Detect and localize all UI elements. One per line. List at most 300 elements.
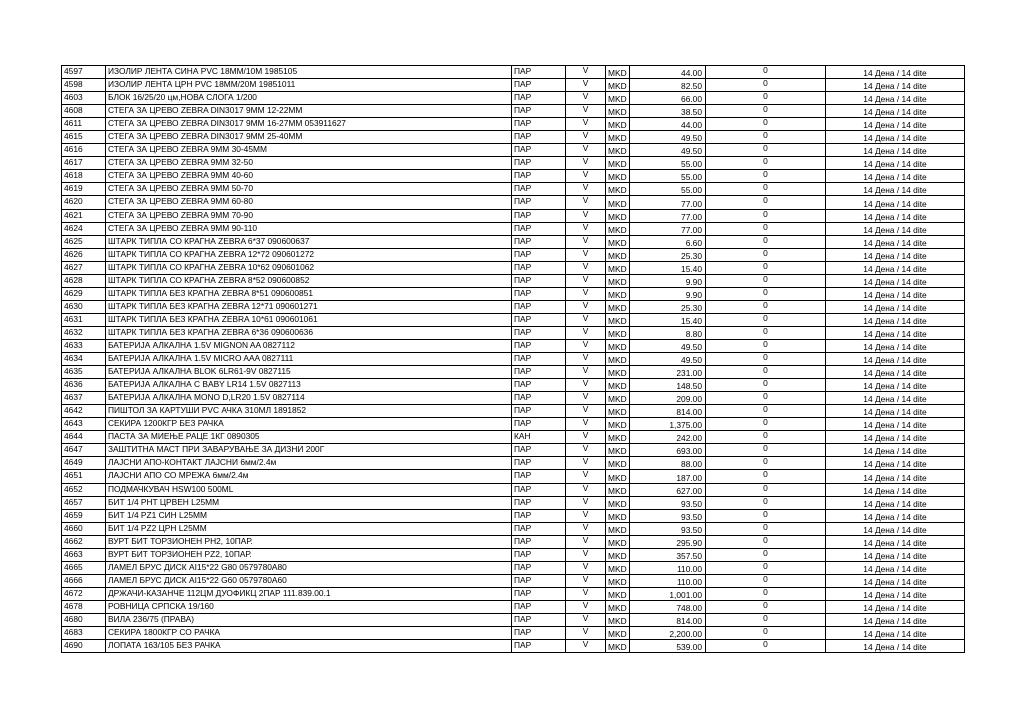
delivery-term-cell: 14 Дена / 14 dite <box>826 535 965 548</box>
delivery-term-cell: 14 Дена / 14 dite <box>826 444 965 457</box>
currency-cell: MKD <box>606 392 630 405</box>
delivery-term-cell: 14 Дена / 14 dite <box>826 66 965 79</box>
quantity-cell: 0 <box>706 170 826 183</box>
vat-flag-cell: V <box>566 105 606 118</box>
price-cell: 49.50 <box>630 353 706 366</box>
unit-cell: ПАР <box>512 131 566 144</box>
unit-cell: ПАР <box>512 353 566 366</box>
currency-cell: MKD <box>606 627 630 640</box>
quantity-cell: 0 <box>706 131 826 144</box>
unit-cell: ПАР <box>512 535 566 548</box>
table-row <box>62 66 965 79</box>
quantity-cell: 0 <box>706 535 826 548</box>
item-code-cell: 4652 <box>62 483 106 496</box>
vat-flag-cell: V <box>566 457 606 470</box>
price-cell: 93.50 <box>630 509 706 522</box>
delivery-term-cell: 14 Дена / 14 dite <box>826 105 965 118</box>
item-code-cell: 4666 <box>62 574 106 587</box>
delivery-term-cell: 14 Дена / 14 dite <box>826 418 965 431</box>
price-cell: 8.80 <box>630 326 706 339</box>
delivery-term-cell: 14 Дена / 14 dite <box>826 587 965 600</box>
currency-cell: MKD <box>606 561 630 574</box>
currency-cell: MKD <box>606 79 630 92</box>
price-cell: 814.00 <box>630 405 706 418</box>
unit-cell: ПАР <box>512 627 566 640</box>
price-cell: 38.50 <box>630 105 706 118</box>
currency-cell: MKD <box>606 170 630 183</box>
price-cell: 77.00 <box>630 209 706 222</box>
table-row <box>62 548 965 561</box>
table-row <box>62 261 965 274</box>
quantity-cell: 0 <box>706 105 826 118</box>
quantity-cell: 0 <box>706 209 826 222</box>
table-row <box>62 209 965 222</box>
unit-cell: ПАР <box>512 418 566 431</box>
vat-flag-cell: V <box>566 326 606 339</box>
table-row <box>62 326 965 339</box>
item-code-cell: 4635 <box>62 366 106 379</box>
item-name-cell: БАТЕРИЈА АЛКАЛНА 1.5V MICRO AAA 0827111 <box>106 353 512 366</box>
item-code-cell: 4624 <box>62 222 106 235</box>
table-row <box>62 131 965 144</box>
currency-cell: MKD <box>606 640 630 653</box>
item-code-cell: 4627 <box>62 261 106 274</box>
unit-cell: ПАР <box>512 326 566 339</box>
delivery-term-cell: 14 Дена / 14 dite <box>826 431 965 444</box>
quantity-cell: 0 <box>706 235 826 248</box>
price-cell: 295.90 <box>630 535 706 548</box>
currency-cell: MKD <box>606 66 630 79</box>
unit-cell: ПАР <box>512 470 566 483</box>
unit-cell: ПАР <box>512 92 566 105</box>
quantity-cell: 0 <box>706 366 826 379</box>
quantity-cell: 0 <box>706 379 826 392</box>
vat-flag-cell: V <box>566 613 606 626</box>
table-row <box>62 183 965 196</box>
quantity-cell: 0 <box>706 274 826 287</box>
delivery-term-cell: 14 Дена / 14 dite <box>826 600 965 613</box>
quantity-cell: 0 <box>706 470 826 483</box>
item-code-cell: 4642 <box>62 405 106 418</box>
currency-cell: MKD <box>606 183 630 196</box>
vat-flag-cell: V <box>566 353 606 366</box>
item-name-cell: ШТАРК ТИПЛА СО КРАГНА ZEBRA 10*62 090601062 <box>106 261 512 274</box>
quantity-cell: 0 <box>706 66 826 79</box>
item-name-cell: ЛАЈСНИ АПО СО МРЕЖА 6мм/2.4м <box>106 470 512 483</box>
table-row <box>62 339 965 352</box>
table-row <box>62 574 965 587</box>
item-name-cell: СТЕГА ЗА ЦРЕВО ZEBRA 9ММ 70-90 <box>106 209 512 222</box>
table-row <box>62 118 965 131</box>
currency-cell: MKD <box>606 235 630 248</box>
currency-cell: MKD <box>606 339 630 352</box>
item-name-cell: ЛАМЕЛ БРУС ДИСК AI15*22 G60 0579780A60 <box>106 574 512 587</box>
vat-flag-cell: V <box>566 92 606 105</box>
unit-cell: ПАР <box>512 483 566 496</box>
item-name-cell: ШТАРК ТИПЛА СО КРАГНА ZEBRA 6*37 090600637 <box>106 235 512 248</box>
item-code-cell: 4659 <box>62 509 106 522</box>
currency-cell: MKD <box>606 222 630 235</box>
quantity-cell: 0 <box>706 339 826 352</box>
unit-cell: ПАР <box>512 587 566 600</box>
currency-cell: MKD <box>606 105 630 118</box>
vat-flag-cell: V <box>566 274 606 287</box>
currency-cell: MKD <box>606 483 630 496</box>
price-cell: 44.00 <box>630 118 706 131</box>
quantity-cell: 0 <box>706 300 826 313</box>
vat-flag-cell: V <box>566 535 606 548</box>
currency-cell: MKD <box>606 405 630 418</box>
quantity-cell: 0 <box>706 444 826 457</box>
currency-cell: MKD <box>606 496 630 509</box>
vat-flag-cell: V <box>566 561 606 574</box>
quantity-cell: 0 <box>706 431 826 444</box>
item-code-cell: 4636 <box>62 379 106 392</box>
unit-cell: ПАР <box>512 600 566 613</box>
delivery-term-cell: 14 Дена / 14 dite <box>826 574 965 587</box>
unit-cell: ПАР <box>512 613 566 626</box>
table-row <box>62 170 965 183</box>
delivery-term-cell: 14 Дена / 14 dite <box>826 313 965 326</box>
currency-cell: MKD <box>606 118 630 131</box>
unit-cell: ПАР <box>512 457 566 470</box>
item-name-cell: СТЕГА ЗА ЦРЕВО ZEBRA 9ММ 40-60 <box>106 170 512 183</box>
price-cell: 110.00 <box>630 574 706 587</box>
currency-cell: MKD <box>606 600 630 613</box>
currency-cell: MKD <box>606 587 630 600</box>
price-cell: 2,200.00 <box>630 627 706 640</box>
item-code-cell: 4598 <box>62 79 106 92</box>
table-row <box>62 313 965 326</box>
item-code-cell: 4616 <box>62 144 106 157</box>
item-name-cell: ШТАРК ТИПЛА СО КРАГНА ZEBRA 8*52 090600852 <box>106 274 512 287</box>
delivery-term-cell: 14 Дена / 14 dite <box>826 548 965 561</box>
price-cell: 77.00 <box>630 196 706 209</box>
unit-cell: ПАР <box>512 640 566 653</box>
unit-cell: ПАР <box>512 235 566 248</box>
vat-flag-cell: V <box>566 118 606 131</box>
quantity-cell: 0 <box>706 326 826 339</box>
currency-cell: MKD <box>606 457 630 470</box>
vat-flag-cell: V <box>566 483 606 496</box>
quantity-cell: 0 <box>706 587 826 600</box>
table-row <box>62 366 965 379</box>
table-row <box>62 640 965 653</box>
vat-flag-cell: V <box>566 209 606 222</box>
price-cell: 627.00 <box>630 483 706 496</box>
delivery-term-cell: 14 Дена / 14 dite <box>826 339 965 352</box>
quantity-cell: 0 <box>706 574 826 587</box>
table-row <box>62 105 965 118</box>
price-cell: 357.50 <box>630 548 706 561</box>
item-code-cell: 4680 <box>62 613 106 626</box>
item-code-cell: 4597 <box>62 66 106 79</box>
quantity-cell: 0 <box>706 483 826 496</box>
unit-cell: ПАР <box>512 339 566 352</box>
item-name-cell: СТЕГА ЗА ЦРЕВО ZEBRA 9ММ 60-80 <box>106 196 512 209</box>
price-cell: 88.00 <box>630 457 706 470</box>
item-name-cell: ШТАРК ТИПЛА БЕЗ КРАГНА ZEBRA 6*36 090600636 <box>106 326 512 339</box>
item-name-cell: ШТАРК ТИПЛА БЕЗ КРАГНА ZEBRA 12*71 090601271 <box>106 300 512 313</box>
delivery-term-cell: 14 Дена / 14 dite <box>826 261 965 274</box>
table-row <box>62 196 965 209</box>
item-code-cell: 4632 <box>62 326 106 339</box>
price-cell: 25.30 <box>630 300 706 313</box>
item-name-cell: ШТАРК ТИПЛА СО КРАГНА ZEBRA 12*72 090601272 <box>106 248 512 261</box>
table-row <box>62 79 965 92</box>
item-code-cell: 4663 <box>62 548 106 561</box>
vat-flag-cell: V <box>566 405 606 418</box>
vat-flag-cell: V <box>566 196 606 209</box>
table-row <box>62 235 965 248</box>
table-row <box>62 157 965 170</box>
table-row <box>62 561 965 574</box>
delivery-term-cell: 14 Дена / 14 dite <box>826 131 965 144</box>
item-name-cell: СЕКИРА 1800КГР СО РАЧКА <box>106 627 512 640</box>
delivery-term-cell: 14 Дена / 14 dite <box>826 248 965 261</box>
currency-cell: MKD <box>606 261 630 274</box>
item-code-cell: 4603 <box>62 92 106 105</box>
price-cell: 55.00 <box>630 170 706 183</box>
price-cell: 148.50 <box>630 379 706 392</box>
delivery-term-cell: 14 Дена / 14 dite <box>826 613 965 626</box>
quantity-cell: 0 <box>706 222 826 235</box>
unit-cell: ПАР <box>512 196 566 209</box>
table-row <box>62 470 965 483</box>
unit-cell: ПАР <box>512 379 566 392</box>
vat-flag-cell: V <box>566 470 606 483</box>
delivery-term-cell: 14 Дена / 14 dite <box>826 170 965 183</box>
delivery-term-cell: 14 Дена / 14 dite <box>826 118 965 131</box>
delivery-term-cell: 14 Дена / 14 dite <box>826 483 965 496</box>
unit-cell: ПАР <box>512 561 566 574</box>
item-name-cell: ШТАРК ТИПЛА БЕЗ КРАГНА ZEBRA 8*51 090600851 <box>106 287 512 300</box>
currency-cell: MKD <box>606 248 630 261</box>
price-cell: 93.50 <box>630 522 706 535</box>
item-code-cell: 4633 <box>62 339 106 352</box>
vat-flag-cell: V <box>566 548 606 561</box>
item-name-cell: ВУРТ БИТ ТОРЗИОНЕН PH2, 10ПАР. <box>106 535 512 548</box>
quantity-cell: 0 <box>706 287 826 300</box>
item-name-cell: СТЕГА ЗА ЦРЕВО ZEBRA DIN3017 9ММ 16-27ММ 053911627 <box>106 118 512 131</box>
vat-flag-cell: V <box>566 627 606 640</box>
item-code-cell: 4631 <box>62 313 106 326</box>
unit-cell: ПАР <box>512 392 566 405</box>
currency-cell: MKD <box>606 300 630 313</box>
currency-cell: MKD <box>606 209 630 222</box>
delivery-term-cell: 14 Дена / 14 dite <box>826 157 965 170</box>
table-row <box>62 222 965 235</box>
delivery-term-cell: 14 Дена / 14 dite <box>826 470 965 483</box>
quantity-cell: 0 <box>706 144 826 157</box>
item-code-cell: 4629 <box>62 287 106 300</box>
currency-cell: MKD <box>606 144 630 157</box>
delivery-term-cell: 14 Дена / 14 dite <box>826 353 965 366</box>
item-name-cell: СТЕГА ЗА ЦРЕВО ZEBRA 9ММ 50-70 <box>106 183 512 196</box>
vat-flag-cell: V <box>566 509 606 522</box>
price-cell: 15.40 <box>630 261 706 274</box>
price-cell: 1,001.00 <box>630 587 706 600</box>
item-name-cell: БИТ 1/4 PZ1 СИН L25MM <box>106 509 512 522</box>
unit-cell: ПАР <box>512 496 566 509</box>
price-cell: 66.00 <box>630 92 706 105</box>
item-name-cell: СТЕГА ЗА ЦРЕВО ZEBRA DIN3017 9ММ 12-22ММ <box>106 105 512 118</box>
item-name-cell: ИЗОЛИР ЛЕНТА ЦРН PVC 18ММ/20М 19851011 <box>106 79 512 92</box>
price-cell: 77.00 <box>630 222 706 235</box>
vat-flag-cell: V <box>566 66 606 79</box>
quantity-cell: 0 <box>706 640 826 653</box>
unit-cell: ПАР <box>512 183 566 196</box>
delivery-term-cell: 14 Дена / 14 dite <box>826 522 965 535</box>
delivery-term-cell: 14 Дена / 14 dite <box>826 379 965 392</box>
currency-cell: MKD <box>606 274 630 287</box>
unit-cell: ПАР <box>512 300 566 313</box>
unit-cell: ПАР <box>512 105 566 118</box>
item-code-cell: 4647 <box>62 444 106 457</box>
item-name-cell: БАТЕРИЈА АЛКАЛНА MONO D,LR20 1.5V 0827114 <box>106 392 512 405</box>
currency-cell: MKD <box>606 548 630 561</box>
vat-flag-cell: V <box>566 522 606 535</box>
price-cell: 187.00 <box>630 470 706 483</box>
item-name-cell: ЛАМЕЛ БРУС ДИСК AI15*22 G80 0579780A80 <box>106 561 512 574</box>
delivery-term-cell: 14 Дена / 14 dite <box>826 326 965 339</box>
unit-cell: ПАР <box>512 574 566 587</box>
item-code-cell: 4672 <box>62 587 106 600</box>
vat-flag-cell: V <box>566 79 606 92</box>
item-code-cell: 4690 <box>62 640 106 653</box>
table-row <box>62 379 965 392</box>
unit-cell: ПАР <box>512 548 566 561</box>
price-cell: 82.50 <box>630 79 706 92</box>
price-cell: 25.30 <box>630 248 706 261</box>
vat-flag-cell: V <box>566 222 606 235</box>
delivery-term-cell: 14 Дена / 14 dite <box>826 300 965 313</box>
currency-cell: MKD <box>606 353 630 366</box>
currency-cell: MKD <box>606 196 630 209</box>
delivery-term-cell: 14 Дена / 14 dite <box>826 457 965 470</box>
table-row <box>62 587 965 600</box>
item-name-cell: РОВНИЦА СРПСКА 19/160 <box>106 600 512 613</box>
price-cell: 49.50 <box>630 339 706 352</box>
item-code-cell: 4683 <box>62 627 106 640</box>
table-row <box>62 535 965 548</box>
unit-cell: ПАР <box>512 79 566 92</box>
item-code-cell: 4608 <box>62 105 106 118</box>
currency-cell: MKD <box>606 574 630 587</box>
table-row <box>62 444 965 457</box>
quantity-cell: 0 <box>706 496 826 509</box>
item-code-cell: 4625 <box>62 235 106 248</box>
delivery-term-cell: 14 Дена / 14 dite <box>826 640 965 653</box>
currency-cell: MKD <box>606 613 630 626</box>
item-name-cell: ВИЛА 236/75 (ПРАВА) <box>106 613 512 626</box>
table-row <box>62 92 965 105</box>
quantity-cell: 0 <box>706 457 826 470</box>
currency-cell: MKD <box>606 366 630 379</box>
quantity-cell: 0 <box>706 405 826 418</box>
item-name-cell: СЕКИРА 1200КГР БЕЗ РАЧКА <box>106 418 512 431</box>
item-code-cell: 4630 <box>62 300 106 313</box>
currency-cell: MKD <box>606 522 630 535</box>
item-code-cell: 4662 <box>62 535 106 548</box>
price-cell: 209.00 <box>630 392 706 405</box>
item-name-cell: ИЗОЛИР ЛЕНТА СИНА PVC 18ММ/10М 1985105 <box>106 66 512 79</box>
currency-cell: MKD <box>606 470 630 483</box>
table-row <box>62 405 965 418</box>
item-name-cell: СТЕГА ЗА ЦРЕВО ZEBRA DIN3017 9ММ 25-40ММ <box>106 131 512 144</box>
item-code-cell: 4644 <box>62 431 106 444</box>
currency-cell: MKD <box>606 313 630 326</box>
quantity-cell: 0 <box>706 613 826 626</box>
currency-cell: MKD <box>606 131 630 144</box>
item-code-cell: 4637 <box>62 392 106 405</box>
table-row <box>62 496 965 509</box>
vat-flag-cell: V <box>566 235 606 248</box>
delivery-term-cell: 14 Дена / 14 dite <box>826 92 965 105</box>
quantity-cell: 0 <box>706 600 826 613</box>
unit-cell: ПАР <box>512 509 566 522</box>
table-row <box>62 287 965 300</box>
price-cell: 814.00 <box>630 613 706 626</box>
quantity-cell: 0 <box>706 509 826 522</box>
currency-cell: MKD <box>606 326 630 339</box>
table-row <box>62 274 965 287</box>
delivery-term-cell: 14 Дена / 14 dite <box>826 561 965 574</box>
table-row <box>62 600 965 613</box>
table-row <box>62 522 965 535</box>
item-code-cell: 4617 <box>62 157 106 170</box>
unit-cell: ПАР <box>512 366 566 379</box>
vat-flag-cell: V <box>566 144 606 157</box>
quantity-cell: 0 <box>706 92 826 105</box>
item-code-cell: 4665 <box>62 561 106 574</box>
item-name-cell: СТЕГА ЗА ЦРЕВО ZEBRA 9ММ 90-110 <box>106 222 512 235</box>
price-cell: 93.50 <box>630 496 706 509</box>
quantity-cell: 0 <box>706 561 826 574</box>
table-row <box>62 457 965 470</box>
item-name-cell: ЛОПАТА 163/105 БЕЗ РАЧКА <box>106 640 512 653</box>
price-cell: 110.00 <box>630 561 706 574</box>
item-name-cell: БИТ 1/4 PHT ЦРВЕН L25MM <box>106 496 512 509</box>
price-cell: 748.00 <box>630 600 706 613</box>
currency-cell: MKD <box>606 431 630 444</box>
delivery-term-cell: 14 Дена / 14 dite <box>826 196 965 209</box>
unit-cell: ПАР <box>512 287 566 300</box>
quantity-cell: 0 <box>706 196 826 209</box>
item-code-cell: 4643 <box>62 418 106 431</box>
delivery-term-cell: 14 Дена / 14 dite <box>826 274 965 287</box>
delivery-term-cell: 14 Дена / 14 dite <box>826 496 965 509</box>
vat-flag-cell: V <box>566 444 606 457</box>
item-name-cell: БАТЕРИЈА АЛКАЛНА 1.5V MIGNON AA 0827112 <box>106 339 512 352</box>
item-name-cell: ВУРТ БИТ ТОРЗИОНЕН PZ2, 10ПАР. <box>106 548 512 561</box>
quantity-cell: 0 <box>706 522 826 535</box>
quantity-cell: 0 <box>706 183 826 196</box>
unit-cell: ПАР <box>512 157 566 170</box>
price-cell: 49.50 <box>630 131 706 144</box>
price-cell: 44.00 <box>630 66 706 79</box>
vat-flag-cell: V <box>566 496 606 509</box>
item-code-cell: 4651 <box>62 470 106 483</box>
unit-cell: ПАР <box>512 118 566 131</box>
unit-cell: ПАР <box>512 274 566 287</box>
vat-flag-cell: V <box>566 418 606 431</box>
unit-cell: ПАР <box>512 405 566 418</box>
item-code-cell: 4620 <box>62 196 106 209</box>
item-name-cell: БАТЕРИЈА АЛКАЛНА BLOK 6LR61-9V 0827115 <box>106 366 512 379</box>
item-name-cell: СТЕГА ЗА ЦРЕВО ZEBRA 9ММ 30-45ММ <box>106 144 512 157</box>
currency-cell: MKD <box>606 287 630 300</box>
